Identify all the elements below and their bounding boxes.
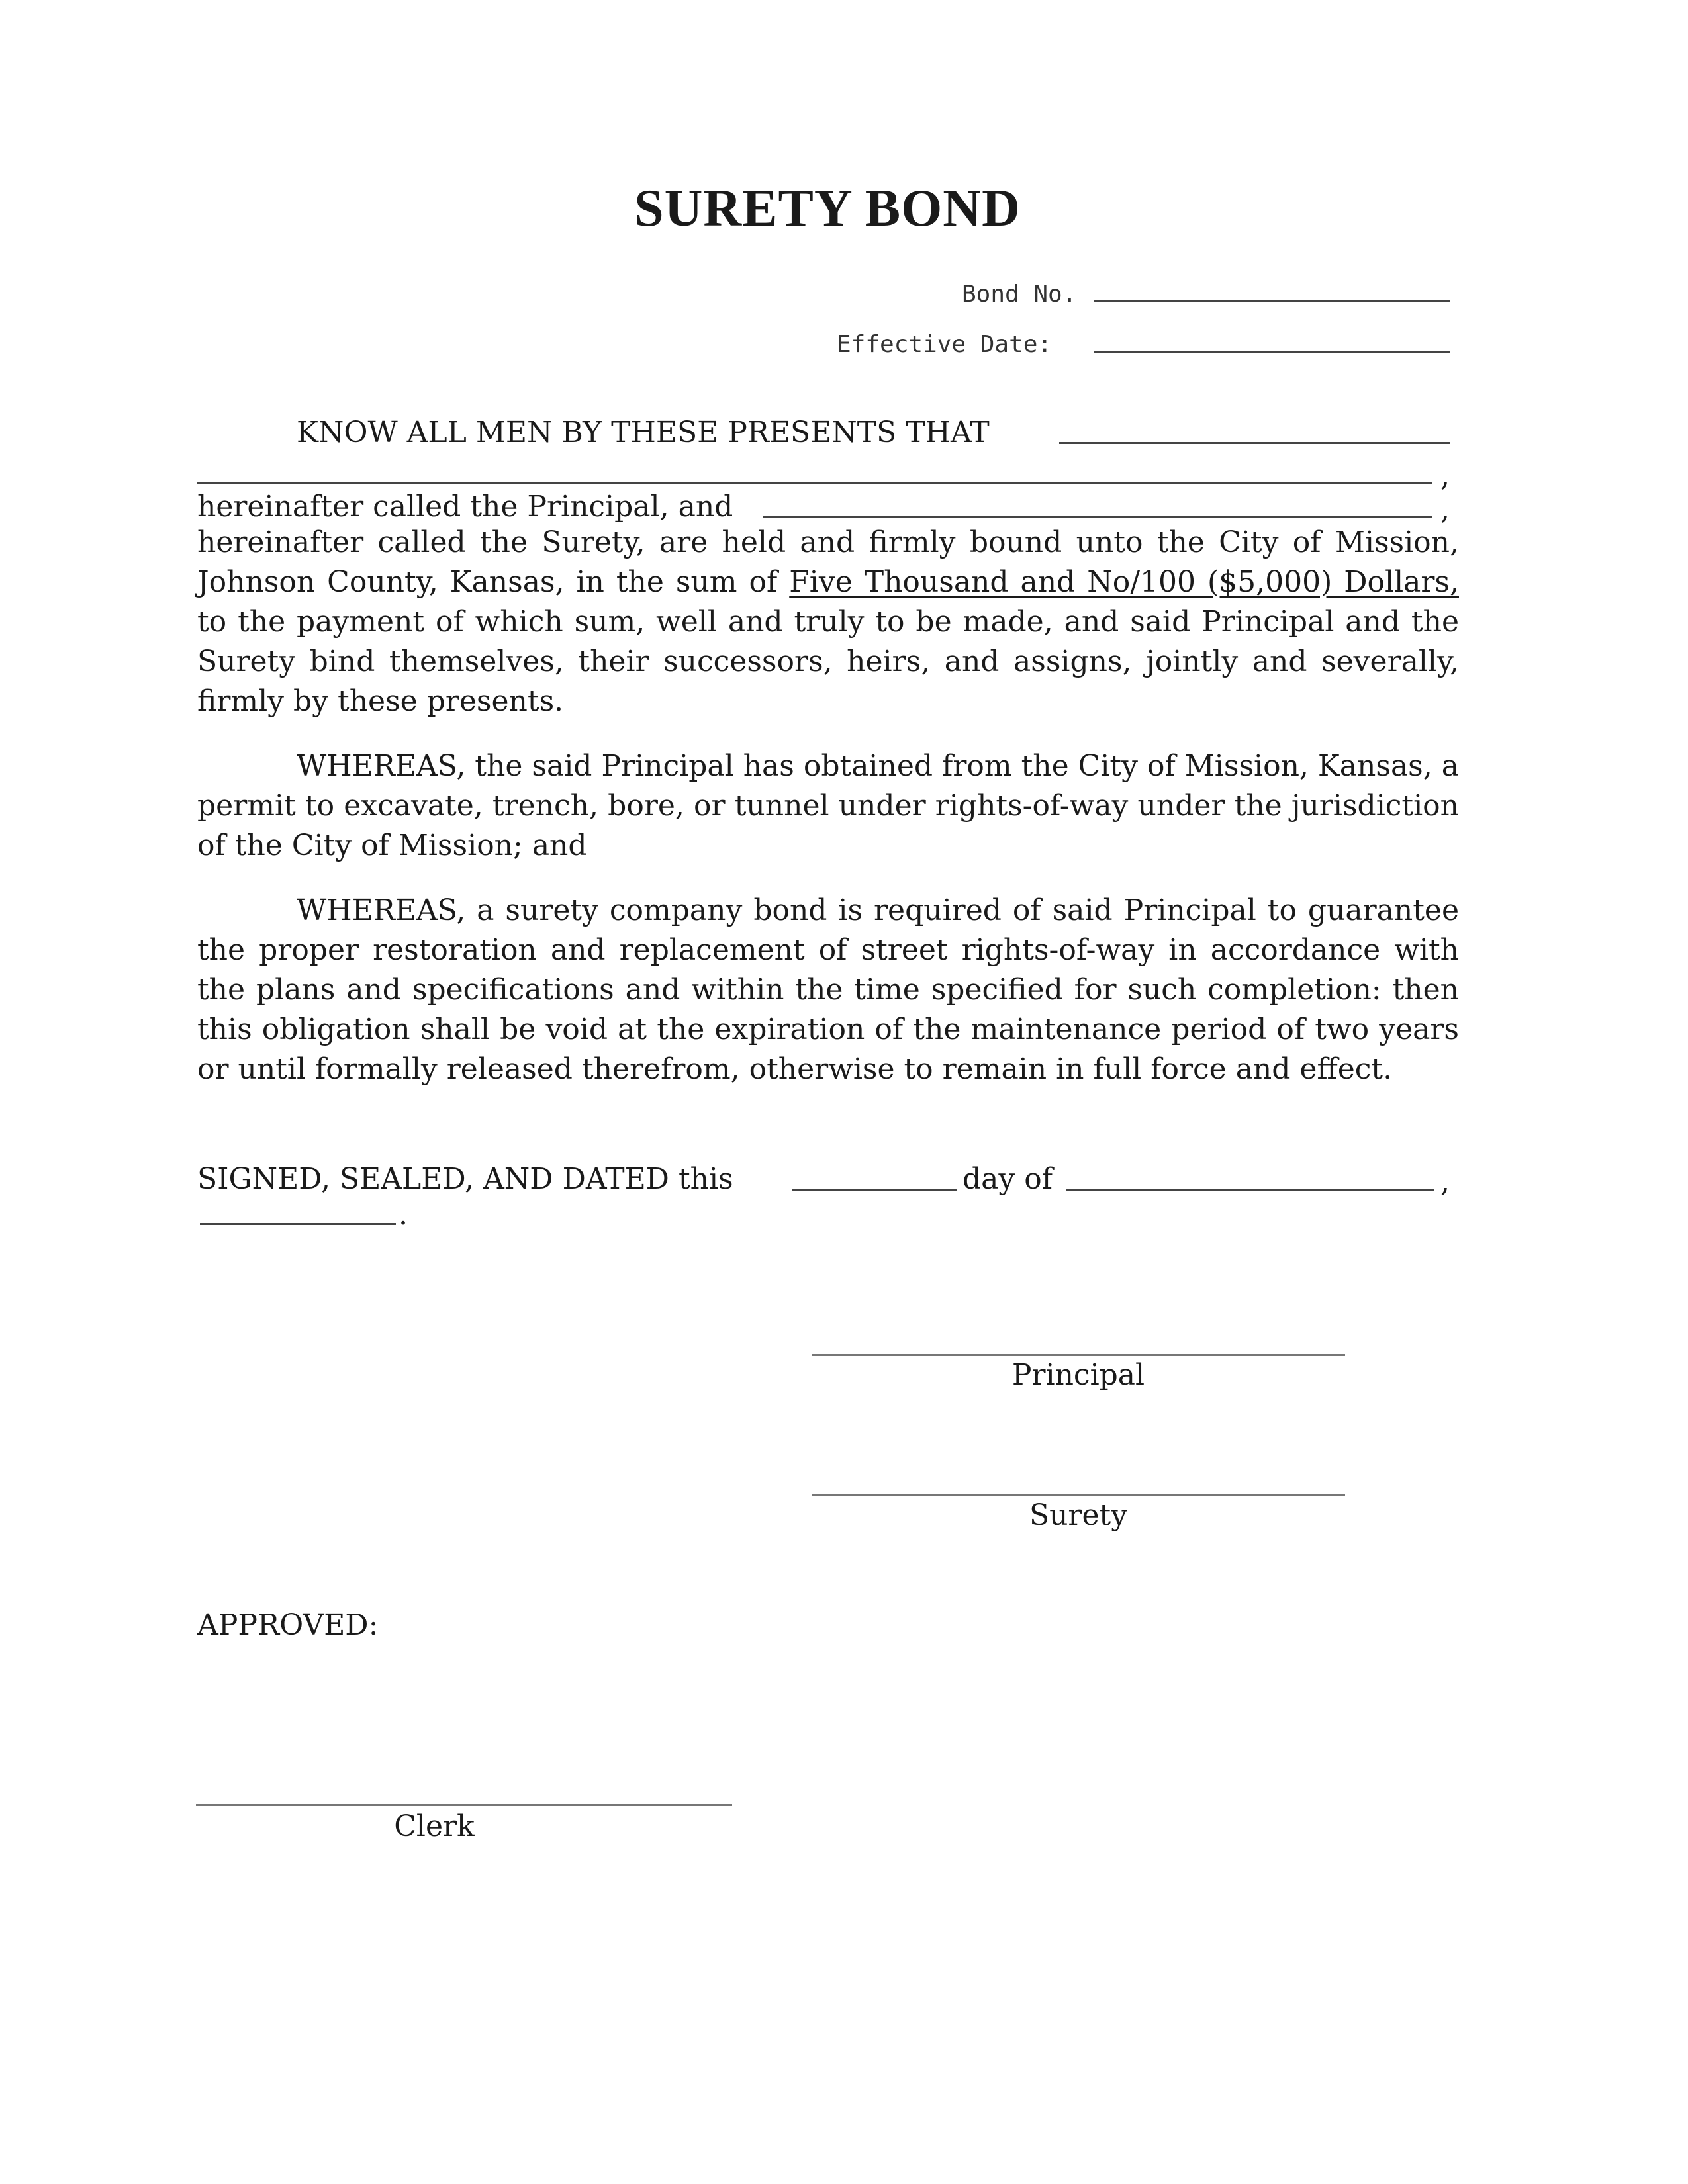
paragraph-whereas-bond — [197, 891, 1459, 1089]
comma-3: , — [1440, 1165, 1450, 1199]
month-field[interactable] — [1066, 1189, 1434, 1191]
paragraph-whereas-permit-text: WHEREAS, the said Principal has obtained from the City of Mission, Kansas, a permit to excavate, trench, bore, or tunnel under rights-of-way under the jurisdiction of the City of Mission; and — [197, 749, 1459, 862]
day-field[interactable] — [792, 1189, 957, 1191]
effective-date-label: Effective Date: — [837, 331, 1053, 358]
principal-label: Principal — [1011, 1358, 1145, 1392]
paragraph-obligation-part-a: hereinafter called the Surety, are held and firmly bound unto the City of Mission, Johnson County, Kansas, in the sum of — [197, 525, 1459, 599]
know-all-men-text: KNOW ALL MEN BY THESE PRESENTS THAT — [297, 416, 990, 449]
period: . — [399, 1198, 408, 1232]
document-title: SURETY BOND — [634, 179, 1021, 238]
clerk-signature-line[interactable] — [196, 1804, 732, 1806]
approved-label: APPROVED: — [197, 1608, 379, 1642]
signed-sealed-dated-text: SIGNED, SEALED, AND DATED this — [197, 1162, 733, 1196]
comma-1: , — [1440, 459, 1450, 493]
paragraph-obligation — [197, 523, 1459, 721]
paragraph-whereas-bond-text: WHEREAS, a surety company bond is required of said Principal to guarantee the proper restoration and replacement of street rights-of-way in accordance with the plans and specifications and within the time specified for such completion: then this obligation shall be void at the expiration of the maintenance period of two years or until formally released therefrom, otherwise to remain in full force and effect. — [197, 893, 1459, 1086]
bond-no-field[interactable] — [1094, 300, 1450, 302]
bond-no-label: Bond No. — [962, 281, 1077, 308]
clerk-label: Clerk — [394, 1809, 475, 1843]
paragraph-whereas-permit — [197, 747, 1459, 866]
comma-2: , — [1440, 492, 1450, 526]
principal-line-text: hereinafter called the Principal, and — [197, 490, 733, 523]
year-field[interactable] — [200, 1223, 396, 1225]
bond-sum: Five Thousand and No/100 ($5,000) Dollars, — [789, 565, 1459, 599]
surety-label: Surety — [1029, 1498, 1128, 1532]
principal-name-field-2[interactable] — [197, 482, 1432, 484]
day-of-text: day of — [962, 1162, 1053, 1196]
principal-name-field-1[interactable] — [1059, 442, 1450, 444]
effective-date-field[interactable] — [1094, 351, 1450, 353]
surety-name-field[interactable] — [763, 516, 1432, 518]
paragraph-obligation-part-b: to the payment of which sum, well and truly to be made, and said Principal and the Surety bind themselves, their successors, heirs, and assigns, jointly and severally, firmly by these presents. — [197, 605, 1459, 718]
